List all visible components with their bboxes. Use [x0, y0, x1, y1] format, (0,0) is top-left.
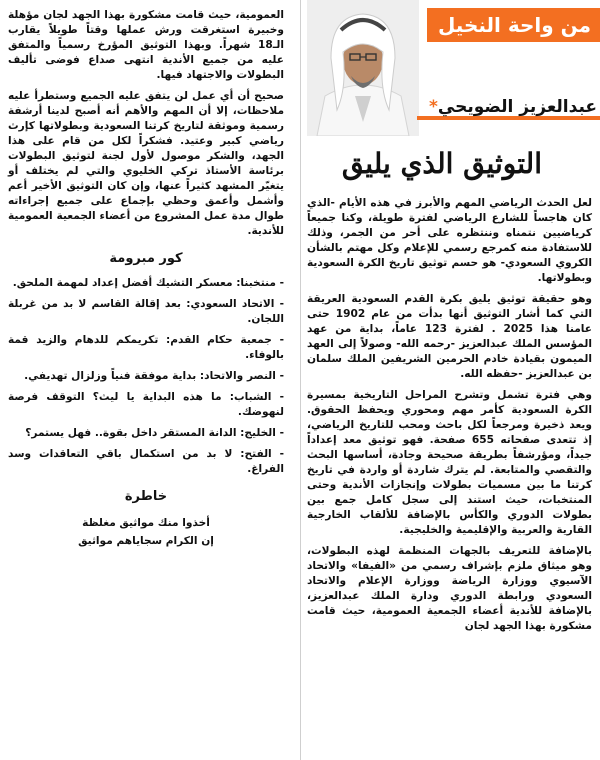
- right-column: [305, 0, 600, 760]
- bullet-item: - الاتحاد السعودي: بعد إقالة القاسم لا بد من غربلة اللجان.: [8, 298, 284, 325]
- author-photo: [307, 0, 419, 136]
- right-paragraph-2: وهو حقيقة توثيق يليق بكرة القدم السعودية العريقة التي كما أشار التوثيق أنها بدأت من عام 1902 حتى عامنا هذا 2025 . لفترة 123 عاماً، بداية من عهد المؤسس الملك عبدالعزيز -رحمه الله- وصولاً إلى العهد الميمون بقيادة خادم الحرمين الشريفين الملك سلمان بن عبدالعزيز -حفظه الله.: [307, 293, 592, 380]
- author-name: [417, 94, 600, 120]
- poem-line: أخذوا منك مواثيق مغلظة: [82, 517, 210, 529]
- subheading-khatira: خاطرة: [124, 489, 168, 504]
- bullet-item: - الشباب: ما هذه البداية يا ليث؟ التوقف فرصة لنهوضك.: [8, 391, 284, 418]
- left-paragraph-1: العمومية، حيث قامت مشكورة بهذا الجهد لجان مؤهلة وخبيرة استغرقت ورش عملها وقتاً طويلاً يقارب الـ18 شهراً. وبهذا التوثيق المؤرخ رسمياً والمتفق عليه من جميع الأندية انتهى صداع فوضى تأليف البطولات والاجتهاد فيها.: [8, 9, 284, 81]
- bullet-item: - جمعية حكام القدم: تكريمكم للدهام والزيد قمة بالوفاء.: [8, 334, 284, 361]
- column-header: [307, 0, 597, 138]
- bullet-item: - منتخبنا: معسكر التشيك أفضل إعداد لمهمة الملحق.: [12, 277, 284, 289]
- section-title: من واحة النخيل: [427, 8, 600, 42]
- subheading-kora-mabroma: كور مبرومة: [109, 251, 183, 266]
- article-headline: التوثيق الذي يليق: [341, 147, 542, 180]
- column-divider: [300, 0, 301, 760]
- bullet-item: - الخليج: الدانة المستقر داخل بقوة.. فهل يستمر؟: [25, 427, 284, 439]
- bullet-item: - الفتح: لا بد من استكمال باقي التعاقدات وسد الفراغ.: [8, 448, 284, 475]
- right-paragraph-4: بالإضافة للتعريف بالجهات المنظمة لهذه البطولات، وهو ميثاق ملزم بإشراف رسمي من «الفيفا» والاتحاد الآسيوي ووزارة الرياضة ووزارة الإعلام والاتحاد السعودي ورابطة الدوري ودارة الملك عبدالعزيز، بالإضافة للأندية أعضاء الجمعية العمومية، حيث قامت مشكورة بهذا الجهد لجان: [307, 545, 592, 632]
- left-paragraph-2: صحيح أن أي عمل لن يتفق عليه الجميع وستطرأ عليه ملاحظات، إلا أن المهم والأهم أنه أصبح لدينا أرشفة رسمية وموثقة لتاريخ كرتنا السعودية وبطولاتها كإرث رياضي كبير وعتيد. فشكراً لكل من قام على هذا الجهد، والشكر موصول لأول لجنة لتوثيق البطولات برئاسة الأستاذ تركي الخليوي والتي لم يختلف أو يتغيّر المشهد كثيراً عنها، وإن كان التوثيق الأخير أعم وأشمل وأعمق وحظي بإجماع على جميع إجراءاته طوال مدة عمل المشروع من أعضاء الجمعية العمومية للأندية.: [8, 90, 284, 237]
- bullet-item: - النصر والاتحاد: بداية موفقة فنياً وزلزال تهديفي.: [24, 370, 284, 382]
- author-portrait-image: [307, 0, 419, 136]
- author-star: *: [429, 97, 438, 117]
- author-name-text: عبدالعزيز الضويحي: [437, 97, 597, 117]
- poem-line: إن الكرام سجاياهم مواثيق: [78, 535, 214, 547]
- right-paragraph-1: لعل الحدث الرياضي المهم والأبرز في هذه الأيام -الذي كان هاجساً للشارع الرياضي لفترة طويلة، وكنا جميعاً كرياضيين نتمناه وننتظره على أحر من الجمر، وذلك للاستفادة منه كمرجع رسمي للإعلام وكل مهتم بالشأن الكروي السعودي- هو حسم توثيق تاريخ الكرة السعودية وبطولاتها.: [307, 197, 592, 284]
- right-paragraph-3: وهي فترة تشمل وتشرح المراحل التاريخية بمسيرة الكرة السعودية كأمر مهم ومحوري ويحفظ الحقوق. ويعد ذخيرة ومرجعاً لكل باحث ومحب للتاريخ الرياضي، إذ تتعدى صفحاته 655 صفحة. فهو توثيق معد إعداداً جيداً، ومؤرشفاً بطريقة صحيحة وجادة، أساسها البحث والتقصي والمتابعة. لم يترك شاردة أو واردة في تاريخ كرتنا ما بين مسميات بطولات وإنجازات الأندية وحتى المنتخبات، حيث استند إلى سجل كامل جمع بين بطولات الدوري والكأس بالإضافة للألقاب الخارجية القارية والعربية والإقليمية والخليجية.: [307, 389, 592, 536]
